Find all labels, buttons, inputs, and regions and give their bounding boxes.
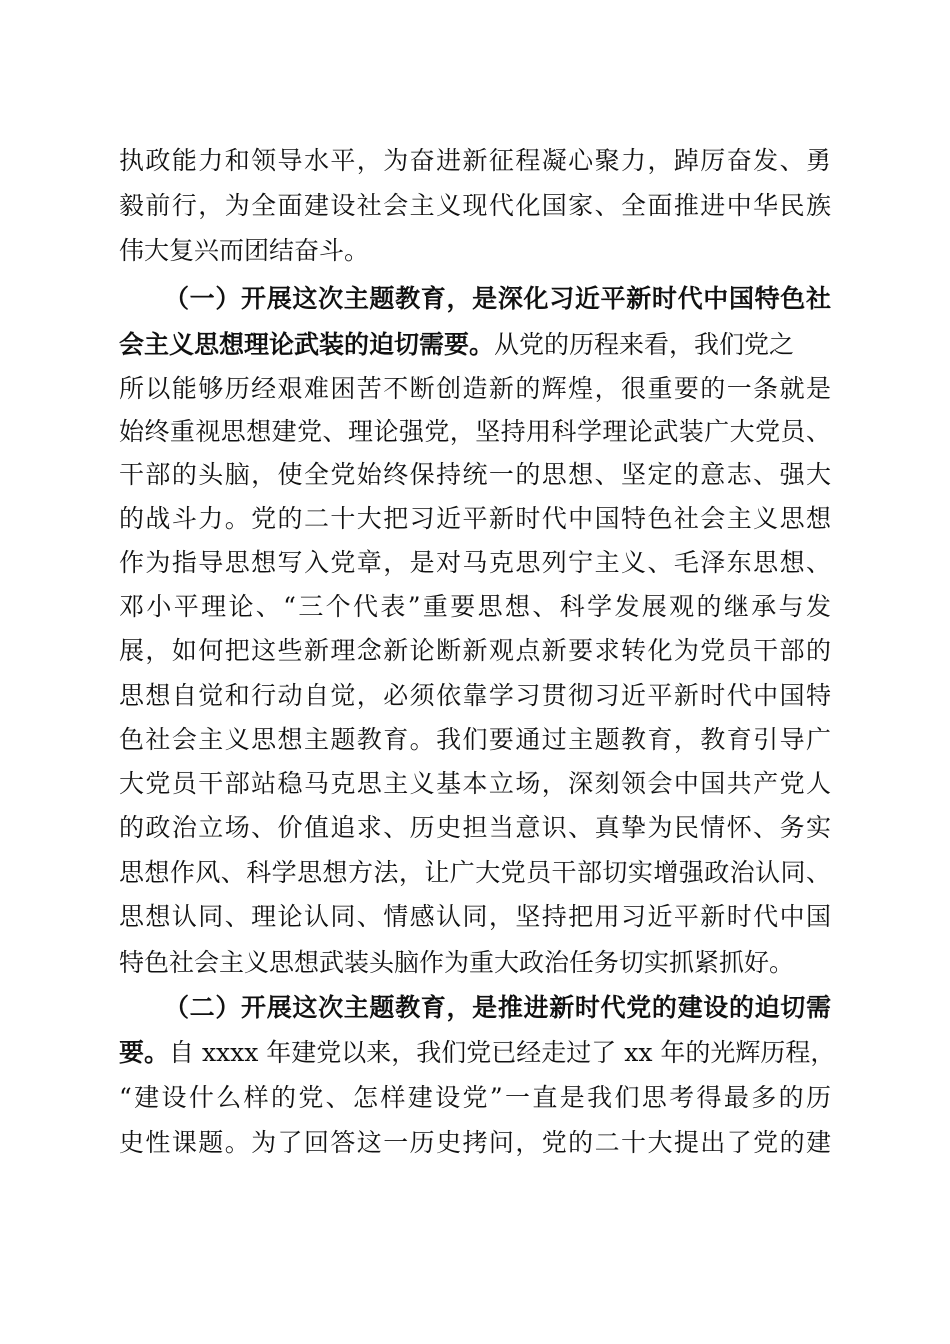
text-line-23: “建设什么样的党、怎样建设党”一直是我们思考得最多的历 xyxy=(119,1083,831,1112)
text-line-6: 所以能够历经艰难困苦不断创造新的辉煌，很重要的一条就是 xyxy=(119,374,831,403)
paragraph-2-start: 自 xxxx 年建党以来，我们党已经走过了 xx 年的光辉历程， xyxy=(169,1038,836,1067)
section-heading-1-end: 会主义思想理论武装的迫切需要。 xyxy=(119,330,495,359)
section-heading-2-line-2 xyxy=(119,1030,836,1076)
text-line-19: 特色社会主义思想武装头脑作为重大政治任务切实抓紧抓好。 xyxy=(119,948,795,977)
text-line-14: 色社会主义思想主题教育。我们要通过主题教育，教育引导广 xyxy=(119,725,831,754)
section-heading-2-line-1: （二）开展这次主题教育，是推进新时代党的建设的迫切需 xyxy=(164,993,831,1022)
text-line-9: 的战斗力。党的二十大把习近平新时代中国特色社会主义思想 xyxy=(119,504,831,533)
text-line-8: 干部的头脑，使全党始终保持统一的思想、坚定的意志、强大 xyxy=(119,460,831,489)
text-line-1: 执政能力和领导水平，为奋进新征程凝心聚力，踔厉奋发、勇 xyxy=(119,146,831,175)
text-line-10: 作为指导思想写入党章，是对马克思列宁主义、毛泽东思想、 xyxy=(119,548,831,577)
text-line-24: 史性课题。为了回答这一历史拷问，党的二十大提出了党的建 xyxy=(119,1128,831,1157)
text-line-7: 始终重视思想建党、理论强党，坚持用科学理论武装广大党员、 xyxy=(119,417,831,446)
text-line-15: 大党员干部站稳马克思主义基本立场，深刻领会中国共产党人 xyxy=(119,769,831,798)
text-line-12: 展，如何把这些新理念新论断新观点新要求转化为党员干部的 xyxy=(119,636,831,665)
paragraph-1-start: 从党的历程来看，我们党之 xyxy=(494,330,795,359)
section-heading-1-line-2 xyxy=(119,322,831,368)
text-line-18: 思想认同、理论认同、情感认同，坚持把用习近平新时代中国 xyxy=(119,902,831,931)
text-line-3: 伟大复兴而团结奋斗。 xyxy=(119,236,370,265)
text-line-17: 思想作风、科学思想方法，让广大党员干部切实增强政治认同、 xyxy=(119,858,831,887)
text-line-11: 邓小平理论、“三个代表”重要思想、科学发展观的继承与发 xyxy=(119,592,831,621)
text-line-13: 思想自觉和行动自觉，必须依靠学习贯彻习近平新时代中国特 xyxy=(119,681,831,710)
section-heading-1-line-1: （一）开展这次主题教育，是深化习近平新时代中国特色社 xyxy=(164,284,831,313)
section-heading-2-end: 要。 xyxy=(119,1038,170,1067)
text-line-2: 毅前行，为全面建设社会主义现代化国家、全面推进中华民族 xyxy=(119,191,831,220)
text-line-16: 的政治立场、价值追求、历史担当意识、真挚为民情怀、务实 xyxy=(119,813,831,842)
